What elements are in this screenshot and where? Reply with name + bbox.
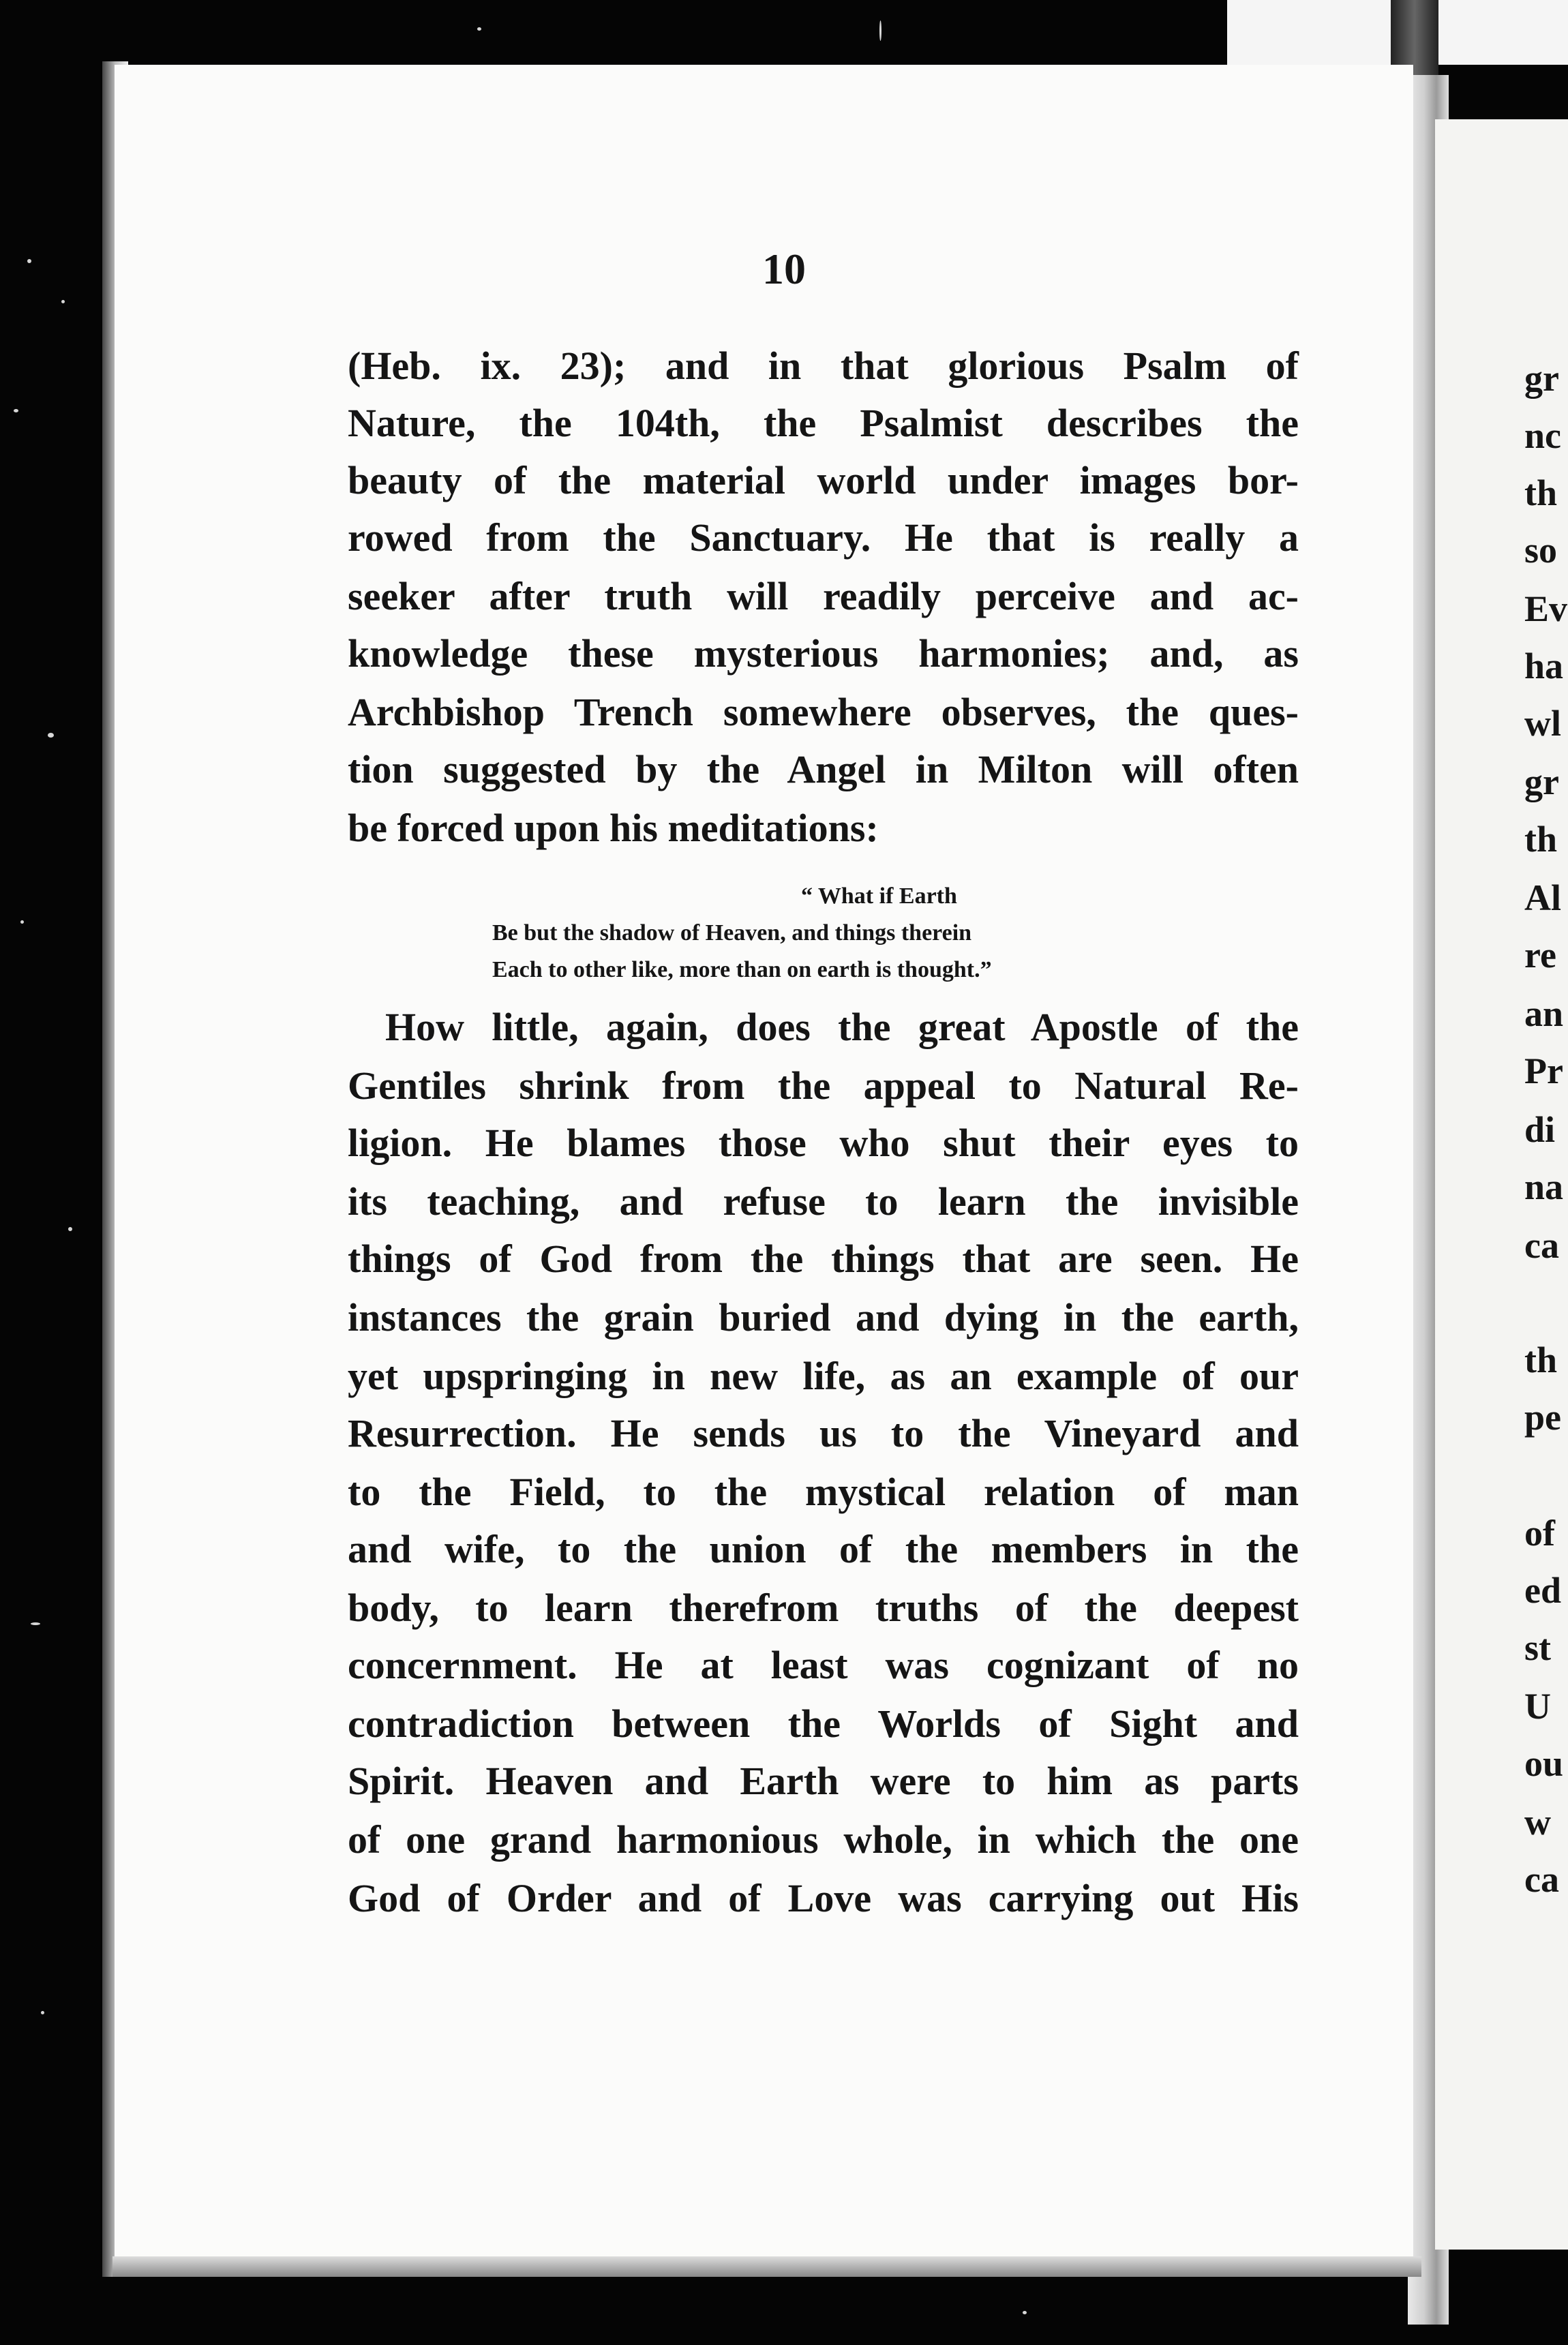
facing-page-fragment: th <box>1524 472 1558 513</box>
dust-speck <box>1023 2311 1027 2314</box>
body-line: concernment. He at least was cognizant of no <box>348 1643 1299 1687</box>
facing-page-fragment: gr <box>1524 761 1559 802</box>
body-line: of one grand harmonious whole, in which the one <box>348 1817 1299 1862</box>
facing-page-fragment: di <box>1524 1109 1556 1150</box>
body-line: body, to learn therefrom truths of the deepest <box>348 1586 1299 1630</box>
facing-page-fragment: ed <box>1524 1570 1561 1611</box>
facing-page-fragment: ou <box>1524 1743 1564 1784</box>
facing-page-fragment: nc <box>1524 415 1561 456</box>
body-line: instances the grain buried and dying in the earth, <box>348 1295 1299 1340</box>
dust-speck <box>41 2011 44 2014</box>
body-line: and wife, to the union of the members in the <box>348 1527 1299 1571</box>
dust-speck <box>27 259 31 263</box>
dust-speck <box>879 20 881 41</box>
page-number: 10 <box>762 245 806 293</box>
body-line: be forced upon his meditations: <box>348 806 879 850</box>
page-bottom-edge <box>112 2256 1421 2277</box>
body-line: contradiction between the Worlds of Sight and <box>348 1701 1299 1746</box>
body-line: ligion. He blames those who shut their eyes to <box>348 1121 1299 1165</box>
facing-page-fragment: of <box>1524 1513 1555 1554</box>
quote-line: Each to other like, more than on earth is thought.” <box>492 957 992 982</box>
dust-speck <box>477 27 481 31</box>
facing-page-fragment: Al <box>1524 877 1561 918</box>
facing-page-fragment: pe <box>1524 1397 1561 1438</box>
facing-page-fragment: st <box>1524 1627 1551 1668</box>
dust-speck <box>20 920 24 924</box>
dust-speck <box>31 1622 40 1625</box>
dust-speck <box>68 1227 72 1231</box>
facing-page-fragment: an <box>1524 993 1564 1034</box>
facing-page-fragment: U <box>1524 1686 1551 1727</box>
body-line: things of God from the things that are seen. He <box>348 1237 1299 1281</box>
dust-speck <box>61 300 65 303</box>
facing-page-fragment: ha <box>1524 646 1564 686</box>
facing-page-fragment: ca <box>1524 1225 1559 1266</box>
body-line: its teaching, and refuse to learn the invisible <box>348 1179 1299 1224</box>
body-line: yet upspringing in new life, as an example of our <box>348 1354 1299 1398</box>
facing-page-fragment: gr <box>1524 358 1559 399</box>
body-line: Gentiles shrink from the appeal to Natural Re- <box>348 1063 1299 1108</box>
body-line: to the Field, to the mystical relation of man <box>348 1470 1299 1514</box>
body-line: Resurrection. He sends us to the Vineyard and <box>348 1411 1299 1455</box>
body-line: tion suggested by the Angel in Milton will often <box>348 747 1299 791</box>
body-line: seeker after truth will readily perceive and ac- <box>348 574 1299 618</box>
body-line: beauty of the material world under images bor- <box>348 458 1299 502</box>
facing-page-fragment: re <box>1524 935 1556 975</box>
facing-page-fragment: Pr <box>1524 1050 1563 1091</box>
body-line: Archbishop Trench somewhere observes, the ques- <box>348 690 1299 734</box>
facing-page-fragment: w <box>1524 1802 1551 1843</box>
facing-page-fragment: Ev <box>1524 588 1568 629</box>
body-line: How little, again, does the great Apostle of the <box>385 1005 1299 1049</box>
facing-page-fragment: th <box>1524 1340 1558 1380</box>
facing-page-fragment: wl <box>1524 703 1561 744</box>
facing-page-fragment: na <box>1524 1166 1564 1207</box>
binding-shadow <box>1391 0 1438 75</box>
quote-line: “ What if Earth <box>801 883 957 909</box>
body-line: knowledge these mysterious harmonies; and, as <box>348 631 1299 676</box>
body-line: Spirit. Heaven and Earth were to him as parts <box>348 1759 1299 1803</box>
body-line: (Heb. ix. 23); and in that glorious Psalm of <box>348 344 1299 388</box>
quote-line: Be but the shadow of Heaven, and things therein <box>492 920 972 945</box>
facing-page-fragment: ca <box>1524 1859 1559 1900</box>
facing-page-fragment: so <box>1524 530 1558 571</box>
body-line: Nature, the 104th, the Psalmist describes the <box>348 401 1299 445</box>
body-line: rowed from the Sanctuary. He that is really a <box>348 515 1299 560</box>
book-page <box>115 65 1413 2273</box>
dust-speck <box>48 733 54 738</box>
facing-page-fragment: th <box>1524 819 1558 860</box>
dust-speck <box>14 409 18 412</box>
body-line: God of Order and of Love was carrying out His <box>348 1876 1299 1920</box>
